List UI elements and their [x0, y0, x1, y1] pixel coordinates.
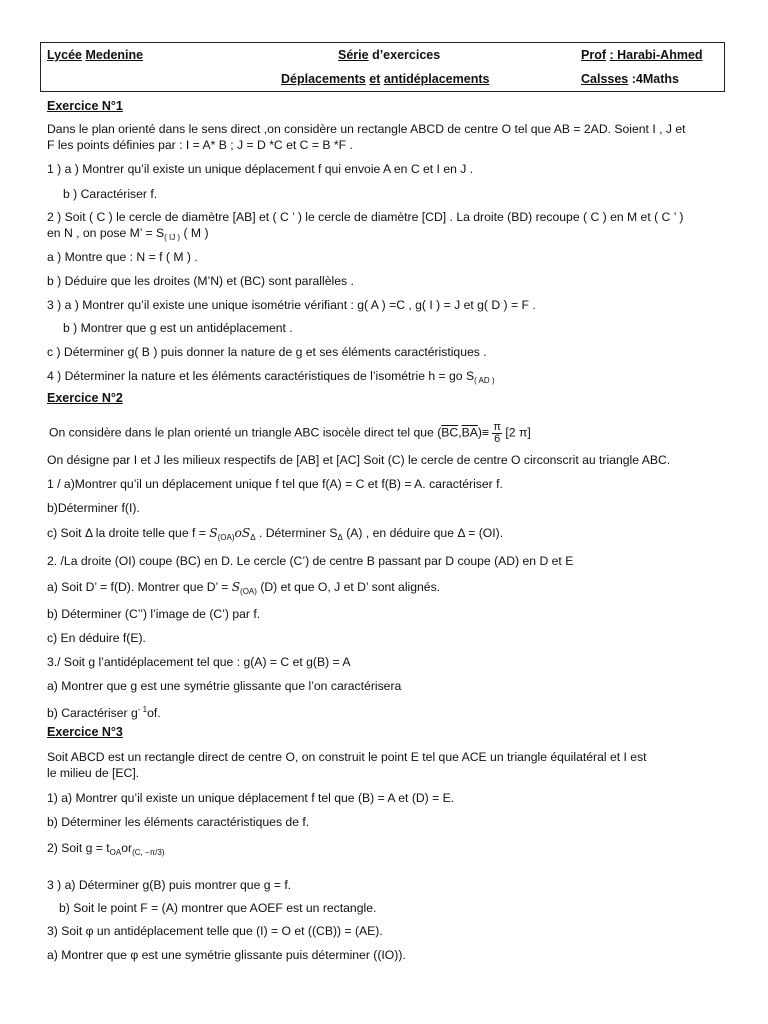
ex2-l1-vec1: $\overline{BC}$: [441, 425, 459, 440]
ex2-q1b: b)Déterminer f(I).: [47, 501, 140, 515]
prof-label: Prof: [581, 48, 606, 62]
ex3-q2: [47, 840, 728, 861]
ex2-q2: 2. /La droite (OI) coupe (BC) en D. Le cercle (C’) de centre B passant par D coupe (AD) en D et E: [47, 554, 574, 568]
ex2-q2a-b: (D) et que O, J et D’ sont alignés.: [256, 580, 441, 594]
school-name: Medenine: [85, 48, 144, 62]
ex2-line2: On désigne par I et J les milieux respectifs de [AB] et [AC] Soit (C) le cercle de centre O circonscrit au triangle ABC.: [47, 453, 671, 467]
ex2-l1-vec2: $\overline{BA}$: [461, 425, 478, 440]
ex2-q1c-o: oS: [234, 526, 251, 540]
ex2-q1c-a: c) Soit: [47, 526, 82, 540]
ex1-q2-sub: ( IJ ): [164, 233, 181, 242]
ex1-q2-line2: [47, 225, 728, 246]
ex3-q4a: a) Montrer que φ est une symétrie glissante puis déterminer ((IO)).: [47, 948, 406, 962]
series-cell: [338, 48, 440, 62]
ex2-l1-frac: [492, 422, 502, 445]
ex3-line1: Soit ABCD est un rectangle direct de centre O, on construit le point E tel que ACE un triangle équilatéral et I est: [47, 750, 647, 764]
ex1-q4-sub: ( AD ): [474, 376, 495, 385]
topic-cell: [281, 72, 489, 86]
ex2-q3b-sup: - 1: [137, 705, 148, 714]
ex3-q4: 3) Soit φ un antidéplacement telle que (I) = O et ((CB)) = (AE).: [47, 924, 383, 938]
class-label: Calsses: [581, 72, 629, 86]
ex2-l1-num: π: [493, 421, 502, 433]
ex1-q2b: b ) Déduire que les droites (M’N) et (BC) sont parallèles .: [47, 274, 354, 288]
ex2-q1c-delta: Δ: [84, 526, 93, 540]
ex2-q2a-sub: (OA): [240, 587, 257, 596]
ex1-q1a: 1 ) a ) Montrer qu’il existe un unique déplacement f qui envoie A en C et I en J .: [47, 162, 474, 176]
series-label: Série: [338, 48, 369, 62]
class-name: :4Maths: [631, 72, 679, 86]
ex2-q3b: [47, 702, 728, 721]
ex1-q4-text: 4 ) Déterminer la nature et les éléments caractéristiques de l’isométrie h = go S: [47, 369, 475, 383]
ex1-q2a: a ) Montre que : N = f ( M ) .: [47, 250, 198, 264]
ex3-q1a: 1) a) Montrer qu’il existe un unique déplacement f tel que (B) = A et (D) = E.: [47, 791, 455, 805]
school-cell: [47, 48, 143, 62]
ex2-q3: 3./ Soit g l’antidéplacement tel que : g(A) = C et g(B) = A: [47, 655, 351, 669]
ex1-q4: [47, 368, 728, 389]
ex1-q2-text: en N , on pose M’ = S: [47, 226, 165, 240]
class-cell: [581, 72, 679, 86]
ex2-q1c-sub1: (OA): [217, 533, 235, 542]
series-text: d’exercices: [372, 48, 441, 62]
ex2-q1c-c: . Déterminer S: [255, 526, 338, 540]
ex2-q1c-b: la droite telle que f =: [92, 526, 210, 540]
ex2-q2c: c) En déduire f(E).: [47, 631, 146, 645]
ex2-q2a-a: a) Soit D’ = f(D). Montrer que D’ =: [47, 580, 232, 594]
ex1-title: Exercice N°1: [47, 99, 123, 113]
ex1-q2-line1: 2 ) Soit ( C ) le cercle de diamètre [AB] et ( C ’ ) le cercle de diamètre [CD] . La droite (BD) recoupe ( C ) en M et ( C ’ ): [47, 210, 684, 224]
ex2-q2b: b) Déterminer (C’’) l’image de (C’) par f.: [47, 607, 261, 621]
ex2-q1c-S: S: [209, 526, 218, 540]
ex1-q3b: b ) Montrer que g est un antidéplacement .: [63, 321, 293, 335]
ex2-q3a: a) Montrer que g est une symétrie glissante que l’on caractérisera: [47, 679, 402, 693]
ex3-q1b: b) Déterminer les éléments caractéristiques de f.: [47, 815, 310, 829]
ex2-l1-text: On considère dans le plan orienté un triangle ABC isocèle direct tel que (: [49, 425, 442, 440]
ex3-title: Exercice N°3: [47, 725, 123, 739]
ex2-q2a: [47, 579, 728, 600]
ex3-line2: le milieu de [EC].: [47, 766, 140, 780]
prof-cell: [581, 48, 703, 62]
ex3-q2-b: or: [121, 841, 133, 855]
topic-a: Déplacements: [281, 72, 366, 86]
ex3-q2-a: 2) Soit g = t: [47, 841, 110, 855]
ex2-l1-den: 6: [494, 433, 501, 445]
ex3-q2-sub1: OA: [109, 848, 122, 857]
ex3-q3b: b) Soit le point F = (A) montrer que AOEF est un rectangle.: [59, 901, 377, 915]
ex1-q3a: 3 ) a ) Montrer qu’il existe une unique isométrie vérifiant : g( A ) =C , g( I ) = J et g( D ) = F .: [47, 298, 536, 312]
ex2-q2a-S: S: [231, 580, 241, 594]
ex2-q1: 1 / a)Montrer qu’il un déplacement unique f tel que f(A) = C et f(B) = A. caractériser f.: [47, 477, 503, 491]
school-label: Lycée: [47, 48, 82, 62]
ex2-l1-mod: [2 π]: [505, 425, 531, 440]
topic-b: antidéplacements: [383, 72, 490, 86]
ex1-q3c: c ) Déterminer g( B ) puis donner la nature de g et ses éléments caractéristiques .: [47, 345, 487, 359]
ex3-q3a: 3 ) a) Déterminer g(B) puis montrer que g = f.: [47, 878, 292, 892]
ex2-q1c-d: (A) , en déduire que Δ = (OI).: [342, 526, 504, 540]
ex2-title: Exercice N°2: [47, 391, 123, 405]
ex1-q2-tail: ( M ): [180, 226, 209, 240]
ex2-line1: On considère dans le plan orienté un triangle ABC isocèle direct tel que $(\overline{BC},\overline{BA})\equiv$ $\frac{\pi}{6}$ [2 π]: [49, 421, 531, 445]
ex2-q3b-a: b) Caractériser g: [47, 706, 138, 720]
ex2-q1c-sub2: Δ: [250, 533, 256, 542]
ex2-q3b-b: of.: [147, 706, 161, 720]
ex2-q1c: [47, 525, 728, 546]
ex1-intro-2: F les points définies par : I = A* B ; J = D *C et C = B *F .: [47, 138, 353, 152]
ex3-q2-sub2: (C, −π/3): [132, 848, 165, 857]
ex2-q1c-sub3: Δ: [337, 533, 343, 542]
prof-name: : Harabi-Ahmed: [609, 48, 703, 62]
header-box: [40, 42, 725, 92]
topic-et: et: [369, 72, 381, 86]
ex1-q1b: b ) Caractériser f.: [63, 187, 158, 201]
ex1-intro-1: Dans le plan orienté dans le sens direct ,on considère un rectangle ABCD de centre O tel que AB = 2AD. Soient I , J et: [47, 122, 686, 136]
